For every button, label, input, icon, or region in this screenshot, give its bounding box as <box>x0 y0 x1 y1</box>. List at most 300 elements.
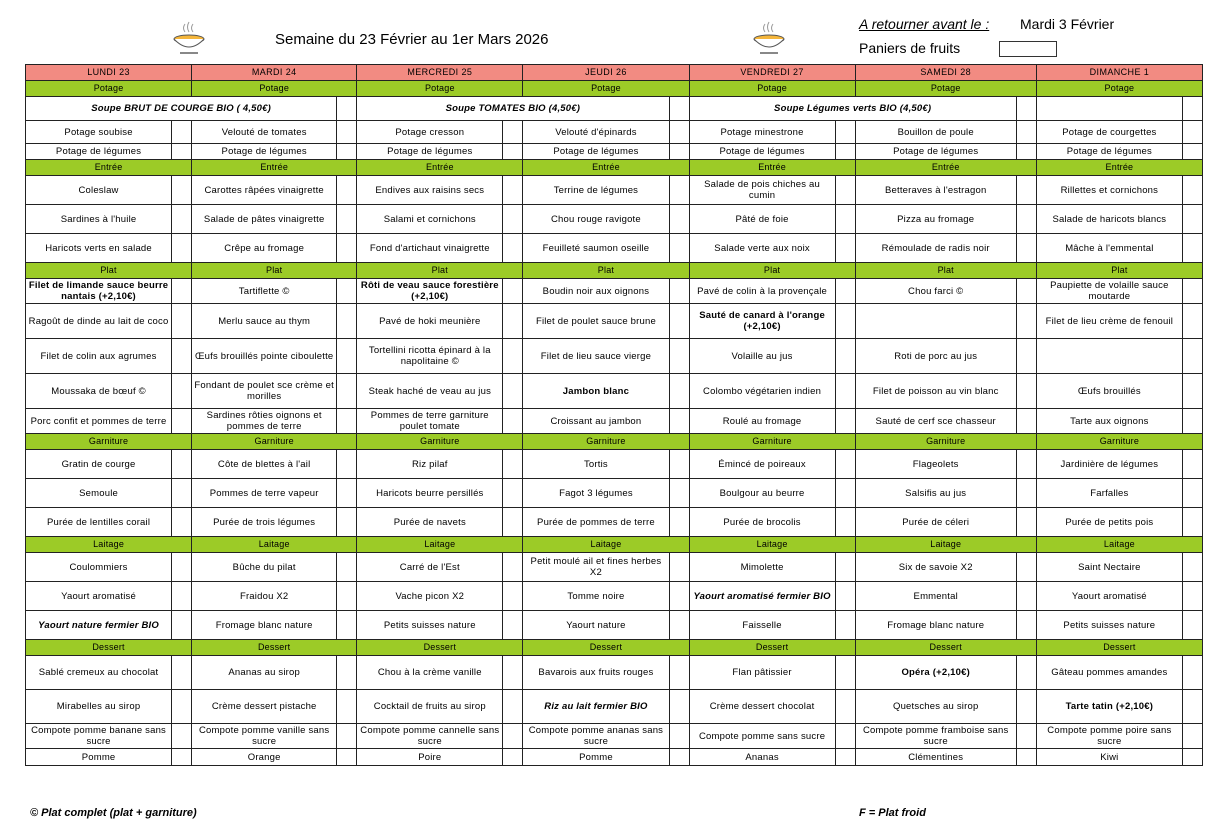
dish-cell: Sablé cremeux au chocolat <box>26 656 172 690</box>
dish-cell: Filet de limande sauce beurre nantais (+2,10€) <box>26 279 172 304</box>
dish-cell: Compote pomme framboise sans sucre <box>855 724 1016 749</box>
order-box <box>172 121 192 144</box>
order-box <box>1016 304 1036 339</box>
order-box <box>1016 205 1036 234</box>
day-header: SAMEDI 28 <box>855 65 1036 81</box>
order-box <box>669 205 689 234</box>
category-label: Entrée <box>26 160 192 176</box>
order-box <box>1182 121 1202 144</box>
dish-cell: Haricots verts en salade <box>26 234 172 263</box>
order-box <box>669 121 689 144</box>
dish-cell: Coleslaw <box>26 176 172 205</box>
dish-cell: Betteraves à l'estragon <box>855 176 1016 205</box>
dish-cell: Terrine de légumes <box>523 176 669 205</box>
dish-cell: Jardinière de légumes <box>1036 450 1182 479</box>
order-box <box>669 749 689 766</box>
dish-cell: Six de savoie X2 <box>855 553 1016 582</box>
order-box <box>337 479 357 508</box>
order-box <box>1182 611 1202 640</box>
category-label: Entrée <box>192 160 357 176</box>
order-box <box>337 553 357 582</box>
dish-cell: Mâche à l'emmental <box>1036 234 1182 263</box>
dish-cell: Cocktail de fruits au sirop <box>357 690 503 724</box>
dish-cell: Jambon blanc <box>523 374 669 409</box>
dish-cell: Roulé au fromage <box>689 409 835 434</box>
dish-cell: Potage minestrone <box>689 121 835 144</box>
dish-cell: Farfalles <box>1036 479 1182 508</box>
dish-cell: Compote pomme banane sans sucre <box>26 724 172 749</box>
dish-cell: Chou farci © <box>855 279 1016 304</box>
dish-cell: Ananas au sirop <box>192 656 337 690</box>
order-box <box>835 582 855 611</box>
category-label: Dessert <box>523 640 689 656</box>
order-box <box>1016 234 1036 263</box>
garniture-row2 <box>26 479 1203 508</box>
category-label: Plat <box>689 263 855 279</box>
dish-cell: Coulommiers <box>26 553 172 582</box>
menu-header <box>0 0 1217 64</box>
dessert-row2 <box>26 690 1203 724</box>
entree-row3 <box>26 234 1203 263</box>
category-label: Garniture <box>855 434 1036 450</box>
dish-cell: Pâté de foie <box>689 205 835 234</box>
order-box <box>172 508 192 537</box>
dish-cell: Filet de lieu crème de fenouil <box>1036 304 1182 339</box>
dish-cell: Pomme <box>26 749 172 766</box>
dish-cell: Crème dessert pistache <box>192 690 337 724</box>
order-box <box>503 724 523 749</box>
category-label: Entrée <box>1036 160 1202 176</box>
dish-cell: Sardines rôties oignons et pommes de terre <box>192 409 337 434</box>
order-box <box>1182 724 1202 749</box>
dish-cell: Fromage blanc nature <box>192 611 337 640</box>
order-box <box>1182 582 1202 611</box>
order-box <box>172 176 192 205</box>
category-label: Laitage <box>523 537 689 553</box>
order-box <box>669 724 689 749</box>
order-box <box>835 304 855 339</box>
order-box <box>1182 97 1202 121</box>
dish-cell: Tortellini ricotta épinard à la napolitaine © <box>357 339 503 374</box>
order-box <box>1016 374 1036 409</box>
order-box <box>669 374 689 409</box>
dish-cell: Gâteau pommes amandes <box>1036 656 1182 690</box>
soup-cell: Soupe TOMATES BIO (4,50€) <box>357 97 669 121</box>
dessert-row1 <box>26 656 1203 690</box>
order-box <box>1182 279 1202 304</box>
category-label: Plat <box>192 263 357 279</box>
order-box <box>1016 611 1036 640</box>
category-label: Potage <box>357 81 523 97</box>
order-box <box>669 508 689 537</box>
order-box <box>172 450 192 479</box>
dish-cell: Filet de lieu sauce vierge <box>523 339 669 374</box>
day-header: LUNDI 23 <box>26 65 192 81</box>
dish-cell: Pavé de hoki meunière <box>357 304 503 339</box>
category-label: Plat <box>26 263 192 279</box>
dish-cell: Compote pomme ananas sans sucre <box>523 724 669 749</box>
dish-cell: Pommes de terre vapeur <box>192 479 337 508</box>
dish-cell: Yaourt aromatisé fermier BIO <box>689 582 835 611</box>
order-box <box>1016 582 1036 611</box>
dish-cell: Purée de céleri <box>855 508 1016 537</box>
order-box <box>172 690 192 724</box>
dish-cell: Carottes râpées vinaigrette <box>192 176 337 205</box>
dish-cell: Potage de courgettes <box>1036 121 1182 144</box>
order-box <box>1016 450 1036 479</box>
category-label: Potage <box>689 81 855 97</box>
category-label: Garniture <box>523 434 689 450</box>
week-title: Semaine du 23 Février au 1er Mars 2026 <box>275 31 549 48</box>
order-box <box>172 724 192 749</box>
category-label: Potage <box>523 81 689 97</box>
dish-cell: Tartiflette © <box>192 279 337 304</box>
dish-cell: Potage de légumes <box>26 144 172 160</box>
order-box <box>503 749 523 766</box>
order-box <box>1182 409 1202 434</box>
dish-cell: Yaourt aromatisé <box>1036 582 1182 611</box>
order-box <box>337 611 357 640</box>
order-box <box>1016 144 1036 160</box>
dish-cell: Boudin noir aux oignons <box>523 279 669 304</box>
category-label: Plat <box>357 263 523 279</box>
category-label: Plat <box>1036 263 1202 279</box>
dessert-row3 <box>26 724 1203 749</box>
dish-cell: Salami et cornichons <box>357 205 503 234</box>
dish-cell: Roti de porc au jus <box>855 339 1016 374</box>
order-box <box>669 409 689 434</box>
plat-row2 <box>26 304 1203 339</box>
category-row-laitage <box>26 537 1203 553</box>
order-box <box>835 205 855 234</box>
dish-cell: Flan pâtissier <box>689 656 835 690</box>
order-box <box>172 409 192 434</box>
order-box <box>835 508 855 537</box>
order-box <box>1182 176 1202 205</box>
order-box <box>172 144 192 160</box>
order-box <box>337 279 357 304</box>
order-box <box>835 234 855 263</box>
soup-row <box>26 97 1203 121</box>
dish-cell: Fromage blanc nature <box>855 611 1016 640</box>
order-box <box>337 450 357 479</box>
category-label: Laitage <box>1036 537 1202 553</box>
order-box <box>835 553 855 582</box>
footer-legend-complete: © Plat complet (plat + garniture) <box>30 807 197 819</box>
dish-cell: Filet de colin aux agrumes <box>26 339 172 374</box>
dish-cell: Bouillon de poule <box>855 121 1016 144</box>
dish-cell: Kiwi <box>1036 749 1182 766</box>
dish-cell: Mirabelles au sirop <box>26 690 172 724</box>
order-box <box>1016 121 1036 144</box>
day-header: JEUDI 26 <box>523 65 689 81</box>
order-box <box>669 553 689 582</box>
dish-cell: Yaourt nature <box>523 611 669 640</box>
order-box <box>669 479 689 508</box>
order-box <box>835 450 855 479</box>
order-box <box>669 690 689 724</box>
category-label: Entrée <box>689 160 855 176</box>
order-box <box>1016 479 1036 508</box>
garniture-row1 <box>26 450 1203 479</box>
dish-cell: Pavé de colin à la provençale <box>689 279 835 304</box>
order-box <box>503 176 523 205</box>
return-date: Mardi 3 Février <box>1020 16 1115 32</box>
order-box <box>1182 339 1202 374</box>
order-box <box>172 656 192 690</box>
garniture-row3 <box>26 508 1203 537</box>
order-box <box>503 339 523 374</box>
dish-cell: Pomme <box>523 749 669 766</box>
dish-cell: Velouté de tomates <box>192 121 337 144</box>
order-box <box>835 279 855 304</box>
dish-cell: Sauté de canard à l'orange (+2,10€) <box>689 304 835 339</box>
dish-cell: Purée de navets <box>357 508 503 537</box>
order-box <box>172 234 192 263</box>
order-box <box>835 656 855 690</box>
dish-cell: Fond d'artichaut vinaigrette <box>357 234 503 263</box>
dish-cell: Compote pomme poire sans sucre <box>1036 724 1182 749</box>
category-label: Garniture <box>357 434 523 450</box>
order-box <box>172 582 192 611</box>
order-box <box>1016 553 1036 582</box>
order-box <box>669 234 689 263</box>
dish-cell: Velouté d'épinards <box>523 121 669 144</box>
order-box <box>337 749 357 766</box>
order-box <box>337 339 357 374</box>
category-label: Dessert <box>192 640 357 656</box>
dish-cell: Croissant au jambon <box>523 409 669 434</box>
dish-cell: Flageolets <box>855 450 1016 479</box>
order-box <box>1016 279 1036 304</box>
dish-cell: Potage cresson <box>357 121 503 144</box>
soup-cell: Soupe BRUT DE COURGE BIO ( 4,50€) <box>26 97 337 121</box>
plat-row5 <box>26 409 1203 434</box>
order-box <box>337 234 357 263</box>
order-box <box>835 144 855 160</box>
order-box <box>1182 479 1202 508</box>
dish-cell: Purée de trois légumes <box>192 508 337 537</box>
order-box <box>1182 690 1202 724</box>
order-box <box>172 553 192 582</box>
dish-cell: Haricots beurre persillés <box>357 479 503 508</box>
dish-cell: Chou à la crème vanille <box>357 656 503 690</box>
category-label: Potage <box>1036 81 1202 97</box>
dish-cell: Riz au lait fermier BIO <box>523 690 669 724</box>
order-box <box>337 656 357 690</box>
dish-cell: Petits suisses nature <box>1036 611 1182 640</box>
order-box <box>1182 553 1202 582</box>
dish-cell: Orange <box>192 749 337 766</box>
dish-cell: Œufs brouillés pointe ciboulette <box>192 339 337 374</box>
dish-cell: Potage de légumes <box>689 144 835 160</box>
category-label: Dessert <box>357 640 523 656</box>
dish-cell: Sauté de cerf sce chasseur <box>855 409 1016 434</box>
soup-cell: Soupe Légumes verts BIO (4,50€) <box>689 97 1016 121</box>
dish-cell: Tomme noire <box>523 582 669 611</box>
category-label: Laitage <box>357 537 523 553</box>
dish-cell: Potage de légumes <box>855 144 1016 160</box>
order-box <box>1016 409 1036 434</box>
order-box <box>835 339 855 374</box>
dish-cell: Crêpe au fromage <box>192 234 337 263</box>
order-box <box>172 304 192 339</box>
dish-cell: Steak haché de veau au jus <box>357 374 503 409</box>
entree-row2 <box>26 205 1203 234</box>
order-box <box>835 724 855 749</box>
dish-cell: Purée de brocolis <box>689 508 835 537</box>
paniers-label: Paniers de fruits <box>859 40 961 56</box>
order-box <box>337 304 357 339</box>
dish-cell: Ragoût de dinde au lait de coco <box>26 304 172 339</box>
order-box <box>1016 508 1036 537</box>
entree-row1 <box>26 176 1203 205</box>
order-box <box>669 176 689 205</box>
potage-row1 <box>26 121 1203 144</box>
paniers-input[interactable] <box>999 41 1057 57</box>
dish-cell: Purée de lentilles corail <box>26 508 172 537</box>
soup-bowl-icon <box>171 20 207 56</box>
order-box <box>503 279 523 304</box>
category-label: Entrée <box>523 160 689 176</box>
dish-cell: Compote pomme sans sucre <box>689 724 835 749</box>
order-box <box>337 97 357 121</box>
dish-cell: Fagot 3 légumes <box>523 479 669 508</box>
order-box <box>835 690 855 724</box>
dish-cell: Porc confit et pommes de terre <box>26 409 172 434</box>
category-label: Laitage <box>26 537 192 553</box>
order-box <box>503 304 523 339</box>
dish-cell: Pizza au fromage <box>855 205 1016 234</box>
order-box <box>1182 234 1202 263</box>
order-box <box>669 279 689 304</box>
potage-row2 <box>26 144 1203 160</box>
order-box <box>1182 304 1202 339</box>
order-box <box>337 724 357 749</box>
dish-cell: Mimolette <box>689 553 835 582</box>
order-box <box>337 205 357 234</box>
dish-cell: Rôti de veau sauce forestière (+2,10€) <box>357 279 503 304</box>
dish-cell: Tarte tatin (+2,10€) <box>1036 690 1182 724</box>
category-label: Dessert <box>26 640 192 656</box>
dish-cell: Volaille au jus <box>689 339 835 374</box>
dish-cell: Poire <box>357 749 503 766</box>
category-label: Garniture <box>192 434 357 450</box>
soup-bowl-icon <box>751 20 787 56</box>
dish-cell <box>1036 339 1182 374</box>
order-box <box>172 479 192 508</box>
order-box <box>503 582 523 611</box>
order-box <box>835 121 855 144</box>
day-header: VENDREDI 27 <box>689 65 855 81</box>
order-box <box>172 205 192 234</box>
dish-cell: Bûche du pilat <box>192 553 337 582</box>
order-box <box>172 279 192 304</box>
order-box <box>1182 749 1202 766</box>
order-box <box>669 304 689 339</box>
category-row-entree <box>26 160 1203 176</box>
dish-cell: Émincé de poireaux <box>689 450 835 479</box>
category-row-plat <box>26 263 1203 279</box>
order-box <box>337 582 357 611</box>
order-box <box>1016 176 1036 205</box>
dish-cell: Fondant de poulet sce crème et morilles <box>192 374 337 409</box>
order-box <box>1182 508 1202 537</box>
order-box <box>503 690 523 724</box>
dish-cell: Pommes de terre garniture poulet tomate <box>357 409 503 434</box>
dish-cell: Paupiette de volaille sauce moutarde <box>1036 279 1182 304</box>
order-box <box>337 176 357 205</box>
dish-cell: Colombo végétarien indien <box>689 374 835 409</box>
laitage-row2 <box>26 582 1203 611</box>
dish-cell: Sardines à l'huile <box>26 205 172 234</box>
dish-cell: Vache picon X2 <box>357 582 503 611</box>
dish-cell: Filet de poulet sauce brune <box>523 304 669 339</box>
dish-cell: Fraidou X2 <box>192 582 337 611</box>
dish-cell: Moussaka de bœuf © <box>26 374 172 409</box>
category-label: Garniture <box>689 434 855 450</box>
order-box <box>337 508 357 537</box>
order-box <box>1182 205 1202 234</box>
dish-cell: Potage soubise <box>26 121 172 144</box>
dish-cell: Petit moulé ail et fines herbes X2 <box>523 553 669 582</box>
day-header: MERCREDI 25 <box>357 65 523 81</box>
order-box <box>172 339 192 374</box>
dish-cell: Œufs brouillés <box>1036 374 1182 409</box>
dish-cell: Potage de légumes <box>192 144 337 160</box>
order-box <box>835 611 855 640</box>
order-box <box>172 611 192 640</box>
category-row-potage <box>26 81 1203 97</box>
order-box <box>1016 339 1036 374</box>
order-box <box>172 749 192 766</box>
dish-cell: Compote pomme vanille sans sucre <box>192 724 337 749</box>
dish-cell: Saint Nectaire <box>1036 553 1182 582</box>
order-box <box>337 121 357 144</box>
order-box <box>835 409 855 434</box>
dish-cell: Clémentines <box>855 749 1016 766</box>
dish-cell: Semoule <box>26 479 172 508</box>
dish-cell: Yaourt aromatisé <box>26 582 172 611</box>
order-box <box>1182 144 1202 160</box>
order-box <box>503 450 523 479</box>
laitage-row3 <box>26 611 1203 640</box>
dish-cell: Salade de haricots blancs <box>1036 205 1182 234</box>
dish-cell: Salsifis au jus <box>855 479 1016 508</box>
dish-cell: Petits suisses nature <box>357 611 503 640</box>
order-box <box>669 97 689 121</box>
order-box <box>503 611 523 640</box>
order-box <box>337 144 357 160</box>
dessert-row4 <box>26 749 1203 766</box>
dish-cell: Potage de légumes <box>1036 144 1182 160</box>
return-label: A retourner avant le : <box>859 16 990 32</box>
order-box <box>835 479 855 508</box>
dish-cell: Rillettes et cornichons <box>1036 176 1182 205</box>
order-box <box>337 409 357 434</box>
dish-cell: Faisselle <box>689 611 835 640</box>
category-label: Laitage <box>855 537 1036 553</box>
dish-cell: Rémoulade de radis noir <box>855 234 1016 263</box>
order-box <box>503 553 523 582</box>
dish-cell: Endives aux raisins secs <box>357 176 503 205</box>
dish-cell: Tortis <box>523 450 669 479</box>
dish-cell: Feuilleté saumon oseille <box>523 234 669 263</box>
plat-row3 <box>26 339 1203 374</box>
order-box <box>1182 374 1202 409</box>
order-box <box>1016 690 1036 724</box>
dish-cell: Purée de petits pois <box>1036 508 1182 537</box>
